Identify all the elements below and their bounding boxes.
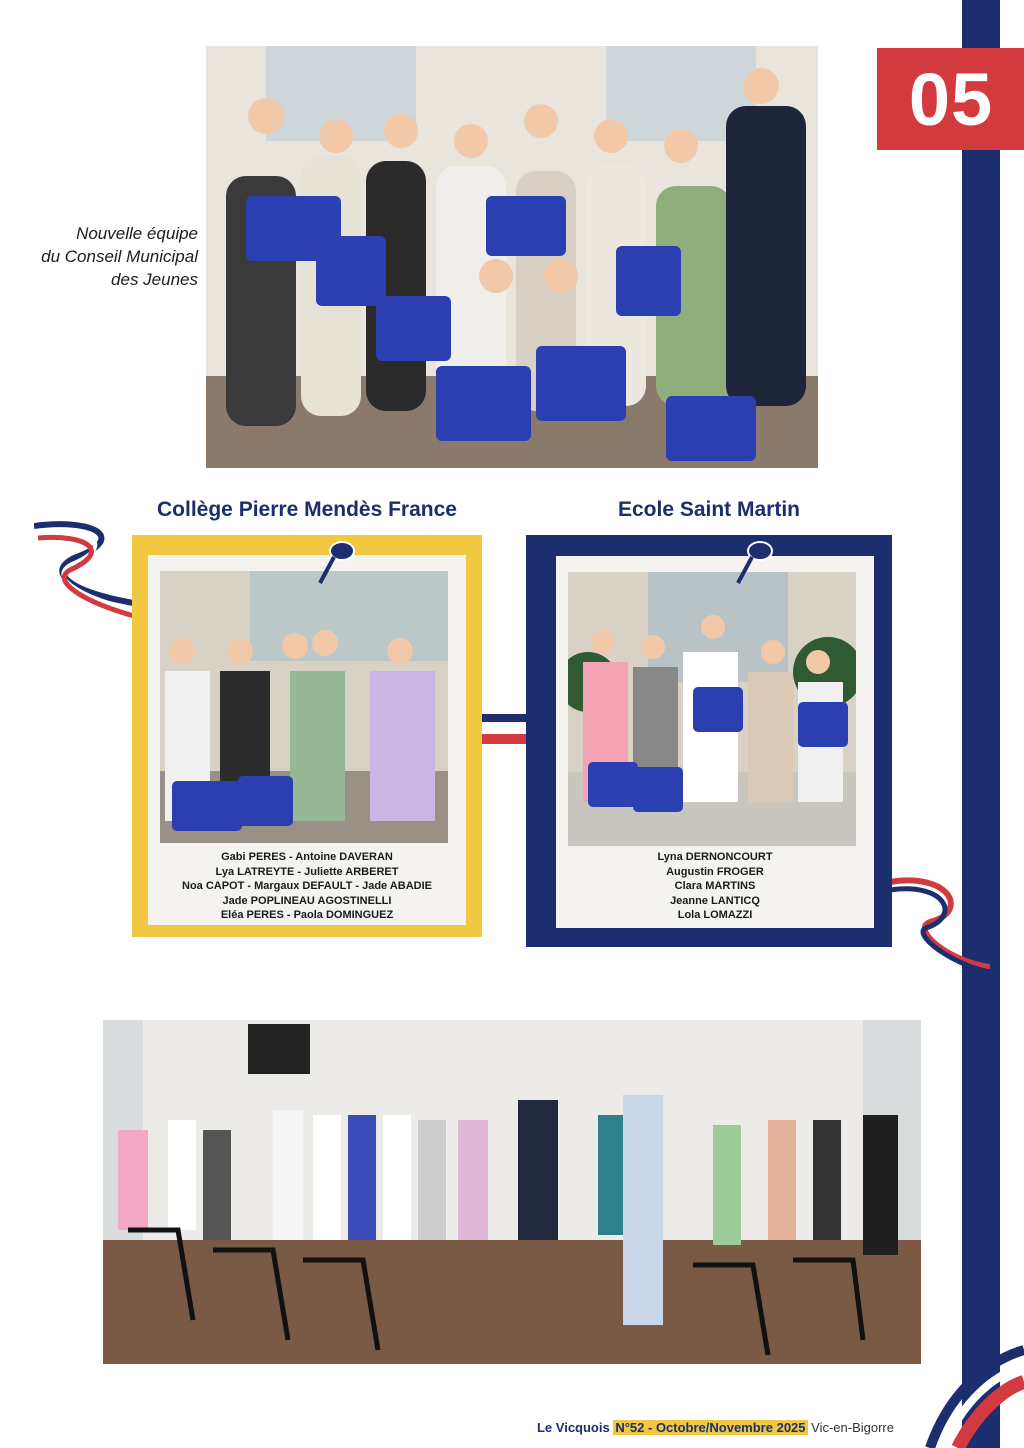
college-name-line-3: Noa CAPOT - Margaux DEFAULT - Jade ABADIE	[182, 880, 432, 892]
caption-line-2: du Conseil Municipal	[41, 247, 198, 266]
vertical-navy-band	[962, 0, 1000, 1448]
ribbon-middle-decoration	[482, 712, 528, 748]
college-name-line-2: Lya LATREYTE - Juliette ARBERET	[215, 865, 399, 878]
page-number: 05	[908, 57, 994, 141]
ecole-photo	[568, 572, 856, 846]
caption-line-3: des Jeunes	[111, 270, 198, 289]
footer-publication: Le Vicquois	[536, 1420, 610, 1435]
college-name-line-1: Gabi PERES - Antoine DAVERAN	[221, 851, 393, 863]
vertical-white-band	[1000, 0, 1024, 1448]
pin-icon	[312, 537, 358, 589]
ribbon-left-decoration	[34, 518, 134, 622]
footer-place: Vic-en-Bigorre	[811, 1420, 894, 1435]
ecole-name-line-1: Lyna DERNONCOURT	[657, 851, 773, 863]
ecole-name-line-5: Lola LOMAZZI	[677, 909, 753, 921]
pin-icon	[730, 537, 776, 589]
caption-line-1: Nouvelle équipe	[76, 224, 198, 243]
ecole-title: Ecole Saint Martin	[617, 498, 801, 521]
ecole-name-line-4: Jeanne LANTICQ	[670, 894, 760, 907]
college-title: Collège Pierre Mendès France	[157, 498, 457, 521]
footer	[537, 1420, 894, 1435]
top-photo-caption	[20, 222, 198, 291]
ecole-name-line-2: Augustin FROGER	[666, 865, 764, 878]
bottom-room-photo	[103, 1020, 921, 1364]
college-names	[148, 850, 466, 923]
college-name-line-5: Eléa PERES - Paola DOMINGUEZ	[220, 909, 394, 921]
ecole-names	[556, 850, 874, 923]
ribbon-right-decoration	[890, 872, 990, 972]
college-photo	[160, 571, 448, 843]
footer-issue: N°52 - Octobre/Novembre 2025	[615, 1420, 806, 1435]
top-group-photo	[206, 46, 818, 468]
ribbon-corner-decoration	[920, 1330, 1024, 1448]
college-name-line-4: Jade POPLINEAU AGOSTINELLI	[222, 894, 392, 907]
ecole-name-line-3: Clara MARTINS	[674, 880, 756, 892]
page-number-badge	[877, 48, 1024, 150]
